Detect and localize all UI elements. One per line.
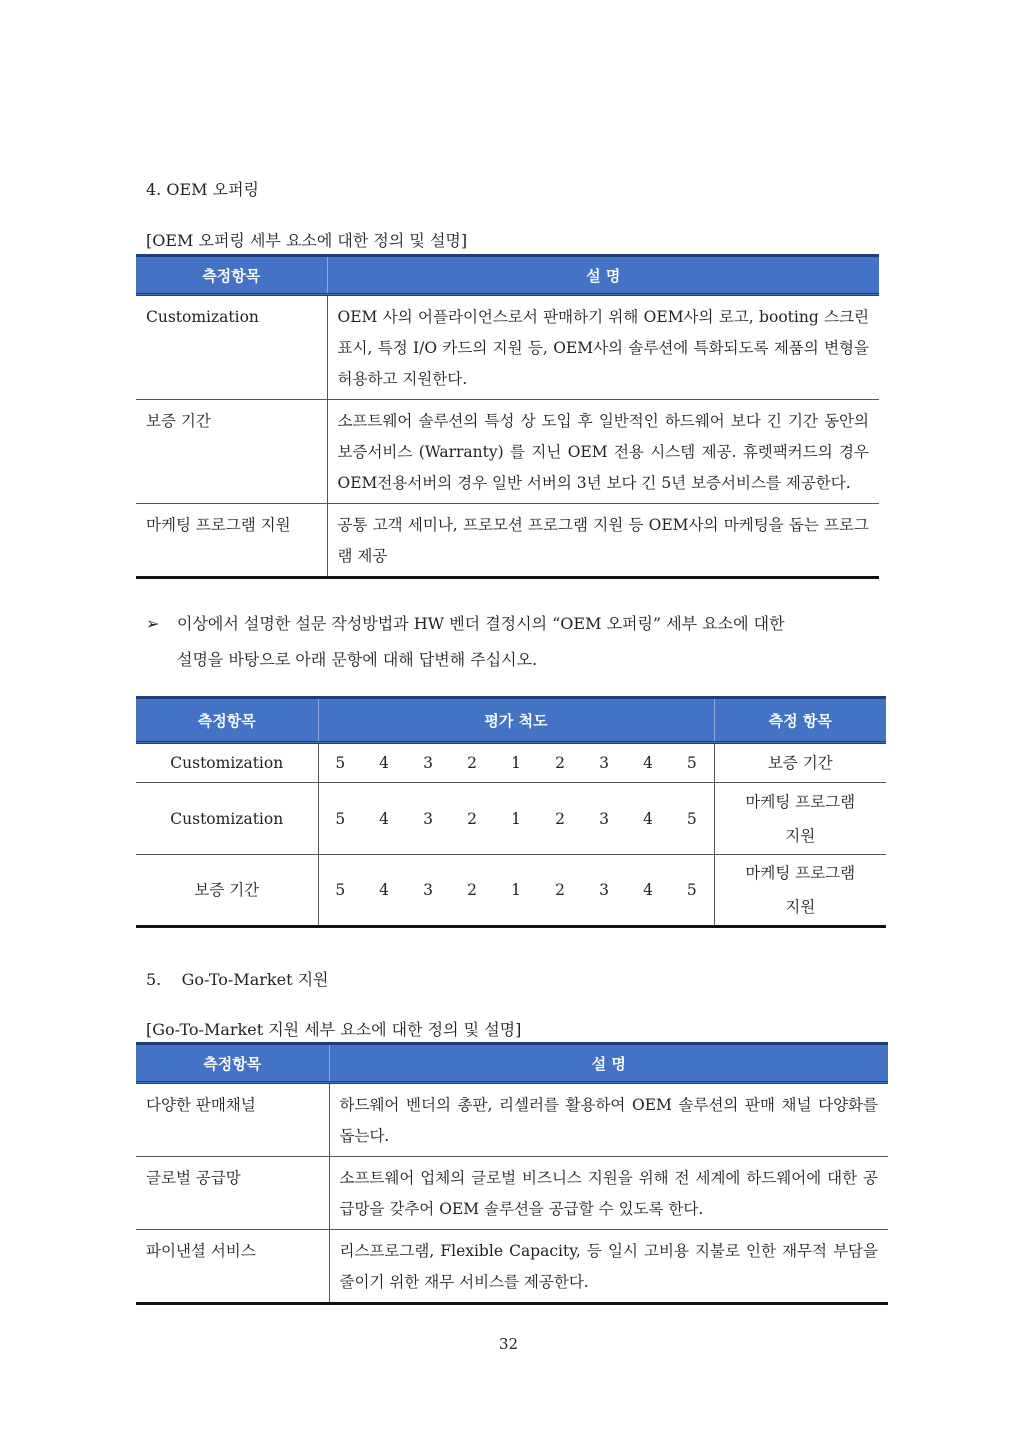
row-item: 파이낸셜 서비스 [136, 1230, 329, 1304]
survey-right-item-line1: 마케팅 프로그램 [745, 792, 856, 811]
header-right: 측정 항목 [714, 698, 886, 743]
section-5-heading: 5. Go-To-Market 지원 [146, 970, 329, 989]
survey-row [136, 743, 886, 783]
header-desc: 설 명 [327, 256, 879, 295]
survey-right-item [714, 783, 886, 855]
survey-table [136, 696, 886, 928]
scale-3-left[interactable]: 3 [406, 743, 450, 783]
scale-5-right[interactable]: 5 [670, 743, 714, 783]
row-desc: 리스프로그램, Flexible Capacity, 등 일시 고비용 지불로 인한 재무적 부담을 줄이기 위한 재무 서비스를 제공한다. [329, 1230, 888, 1304]
row-desc: 하드웨어 벤더의 총판, 리셀러를 활용하여 OEM 솔루션의 판매 채널 다양화를 돕는다. [329, 1083, 888, 1157]
header-scale: 평가 척도 [318, 698, 714, 743]
scale-5-left[interactable]: 5 [318, 855, 362, 927]
bullet-arrow-icon: ➢ [146, 614, 160, 633]
survey-right-item [714, 743, 886, 783]
scale-4-left[interactable]: 4 [362, 855, 406, 927]
scale-2-right[interactable]: 2 [538, 783, 582, 855]
scale-4-right[interactable]: 4 [626, 743, 670, 783]
survey-right-item-line2: 지원 [785, 826, 816, 845]
row-desc: 공통 고객 세미나, 프로모션 프로그램 지원 등 OEM사의 마케팅을 돕는 프로그램 제공 [327, 504, 879, 578]
header-left: 측정항목 [136, 698, 318, 743]
row-item: 보증 기간 [136, 400, 327, 504]
table-header-row [136, 256, 879, 295]
scale-5-left[interactable]: 5 [318, 743, 362, 783]
scale-2-right[interactable]: 2 [538, 855, 582, 927]
survey-row [136, 783, 886, 855]
scale-2-left[interactable]: 2 [450, 855, 494, 927]
table-row [136, 295, 879, 400]
scale-2-left[interactable]: 2 [450, 743, 494, 783]
scale-5-left[interactable]: 5 [318, 783, 362, 855]
go-to-market-table [136, 1042, 888, 1305]
table-row [136, 1230, 888, 1304]
section-4-caption: [OEM 오퍼링 세부 요소에 대한 정의 및 설명] [146, 231, 468, 250]
table-header-row [136, 1044, 888, 1083]
scale-1[interactable]: 1 [494, 783, 538, 855]
row-desc: OEM 사의 어플라이언스로서 판매하기 위해 OEM사의 로고, booting 스크린 표시, 특정 I/O 카드의 지원 등, OEM사의 솔루션에 특화되도록 제품의 변형을 허용하고 지원한다. [327, 295, 879, 400]
scale-4-right[interactable]: 4 [626, 783, 670, 855]
page-number: 32 [499, 1335, 519, 1353]
table-header-row [136, 698, 886, 743]
header-item: 측정항목 [136, 1044, 329, 1083]
table-row [136, 504, 879, 578]
row-item: Customization [136, 295, 327, 400]
scale-2-right[interactable]: 2 [538, 743, 582, 783]
scale-2-left[interactable]: 2 [450, 783, 494, 855]
row-item: 마케팅 프로그램 지원 [136, 504, 327, 578]
scale-4-right[interactable]: 4 [626, 855, 670, 927]
section-4-heading: 4. OEM 오퍼링 [146, 180, 259, 199]
section-5-caption: [Go-To-Market 지원 세부 요소에 대한 정의 및 설명] [146, 1020, 522, 1039]
header-desc: 설 명 [329, 1044, 888, 1083]
survey-right-item [714, 855, 886, 927]
survey-left-item: Customization [136, 783, 318, 855]
scale-3-right[interactable]: 3 [582, 743, 626, 783]
table-row [136, 400, 879, 504]
instruction-line-1: 이상에서 설명한 설문 작성방법과 HW 벤더 결정시의 “OEM 오퍼링” 세부 요소에 대한 [177, 614, 785, 633]
instruction-line-2: 설명을 바탕으로 아래 문항에 대해 답변해 주십시오. [177, 650, 538, 669]
survey-left-item: Customization [136, 743, 318, 783]
scale-5-right[interactable]: 5 [670, 855, 714, 927]
scale-4-left[interactable]: 4 [362, 743, 406, 783]
scale-5-right[interactable]: 5 [670, 783, 714, 855]
row-item: 글로벌 공급망 [136, 1157, 329, 1230]
survey-right-item-line1: 마케팅 프로그램 [745, 864, 856, 882]
oem-offering-table [136, 254, 879, 579]
scale-4-left[interactable]: 4 [362, 783, 406, 855]
survey-row [136, 855, 886, 927]
table-row [136, 1157, 888, 1230]
scale-3-right[interactable]: 3 [582, 783, 626, 855]
row-item: 다양한 판매채널 [136, 1083, 329, 1157]
survey-right-item-line2: 지원 [785, 898, 816, 916]
row-desc: 소프트웨어 솔루션의 특성 상 도입 후 일반적인 하드웨어 보다 긴 기간 동안의 보증서비스 (Warranty) 를 지닌 OEM 전용 시스템 제공. 휴렛팩커드의 경우 OEM전용서버의 경우 일반 서버의 3년 보다 긴 5년 보증서비스를 제공한다. [327, 400, 879, 504]
scale-1[interactable]: 1 [494, 743, 538, 783]
survey-right-item-text: 보증 기간 [767, 754, 833, 772]
scale-3-left[interactable]: 3 [406, 855, 450, 927]
scale-1[interactable]: 1 [494, 855, 538, 927]
table-row [136, 1083, 888, 1157]
scale-3-left[interactable]: 3 [406, 783, 450, 855]
survey-left-item: 보증 기간 [136, 855, 318, 927]
scale-3-right[interactable]: 3 [582, 855, 626, 927]
header-item: 측정항목 [136, 256, 327, 295]
row-desc: 소프트웨어 업체의 글로벌 비즈니스 지원을 위해 전 세계에 하드웨어에 대한 공급망을 갖추어 OEM 솔루션을 공급할 수 있도록 한다. [329, 1157, 888, 1230]
